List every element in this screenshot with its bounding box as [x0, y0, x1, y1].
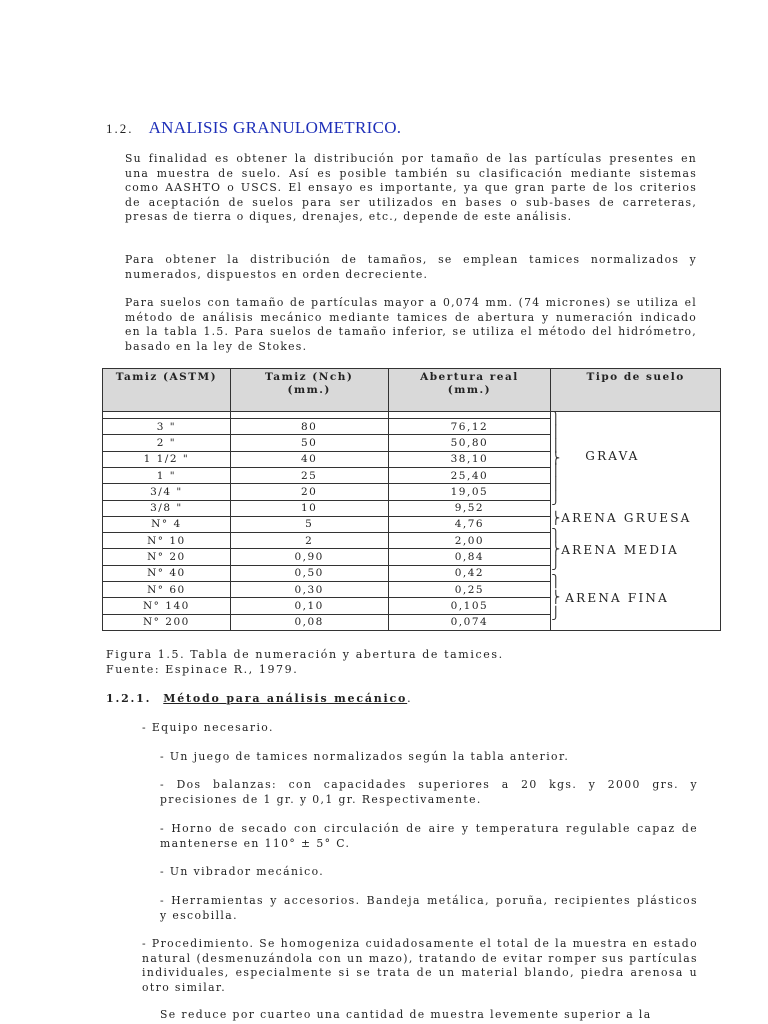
cell-nch: 5	[230, 516, 388, 532]
subsection-number: 1.2.1.	[106, 692, 152, 705]
cell-opening: 76,12	[388, 419, 551, 435]
cell-astm: N° 10	[103, 533, 231, 549]
cell-opening: 2,00	[388, 533, 551, 549]
cell-astm: N° 140	[103, 598, 231, 614]
figure-source: Fuente: Espinace R., 1979.	[106, 663, 299, 676]
cell-opening: 0,074	[388, 614, 551, 630]
cell-astm: 1 "	[103, 467, 231, 483]
equipment-item: - Horno de secado con circulación de aire y temperatura regulable capaz de mantenerse en 110° ± 5° C.	[160, 822, 698, 850]
cell-opening: 0,105	[388, 598, 551, 614]
soil-type-grava: GRAVA	[585, 449, 640, 463]
cell-nch: 0,30	[230, 582, 388, 598]
soil-type-arena-gruesa: ARENA GRUESA	[561, 511, 692, 525]
cell-astm: N° 40	[103, 565, 231, 581]
header-nch: Tamiz (Nch) (mm.)	[230, 369, 388, 412]
paragraph-sieves: Para obtener la distribución de tamaños, se emplean tamices normalizados y numerados, dispuestos en orden decreciente.	[125, 253, 697, 281]
cell-opening: 25,40	[388, 467, 551, 483]
section-title: ANALISIS GRANULOMETRICO.	[148, 118, 402, 137]
soil-type-arena-media: ARENA MEDIA	[561, 543, 679, 557]
cell-astm: N° 60	[103, 582, 231, 598]
table-header-row	[103, 369, 721, 412]
paragraph-purpose: Su finalidad es obtener la distribución por tamaño de las partículas presentes en una muestra de suelo. Así es posible también su clasificación mediante sistemas como AASHTO o USCS. El ensayo es importante, ya que gran parte de los criterios de aceptación de suelos para ser utilizados en bases o sub-bases de carreteras, presas de tierra o diques, drenajes, etc., depende de este análisis.	[125, 152, 697, 224]
cell-opening: 4,76	[388, 516, 551, 532]
equipment-intro: - Equipo necesario.	[142, 721, 274, 734]
cell-nch: 0,10	[230, 598, 388, 614]
equipment-item: - Herramientas y accesorios. Bandeja metálica, poruña, recipientes plásticos y escobilla.	[160, 894, 698, 922]
header-opening: Abertura real (mm.)	[388, 369, 551, 412]
procedure-continuation: Se reduce por cuarteo una cantidad de muestra levemente superior a la	[160, 1008, 652, 1021]
paragraph-method: Para suelos con tamaño de partículas mayor a 0,074 mm. (74 micrones) se utiliza el método de análisis mecánico mediante tamices de abertura y numeración indicado en la tabla 1.5. Para suelos de tamaño inferior, se utiliza el método del hidrómetro, basado en la ley de Stokes.	[125, 296, 697, 353]
equipment-item: - Un juego de tamices normalizados según la tabla anterior.	[160, 750, 570, 763]
cell-nch: 25	[230, 467, 388, 483]
cell-nch: 0,90	[230, 549, 388, 565]
cell-nch: 50	[230, 435, 388, 451]
sieve-table	[102, 368, 721, 631]
cell-opening: 50,80	[388, 435, 551, 451]
cell-nch: 20	[230, 484, 388, 500]
section-heading	[106, 118, 401, 138]
cell-astm: 3 "	[103, 419, 231, 435]
header-soil-type: Tipo de suelo	[551, 369, 721, 412]
subsection-title: Método para análisis mecánico	[163, 692, 408, 705]
subsection-period: .	[407, 692, 413, 705]
cell-astm: N° 20	[103, 549, 231, 565]
cell-astm: 3/8 "	[103, 500, 231, 516]
cell-opening: 9,52	[388, 500, 551, 516]
soil-type-cell: ⎫ ⎪ ⎪ ⎬ ⎪ ⎪ ⎭ GRAVA ⎬ ARENA GRUESA ⎫ ⎬ ⎭ ARENA MEDIA ⎫ ⎬ ⎭ ARENA FINA	[551, 412, 721, 631]
cell-nch: 40	[230, 451, 388, 467]
header-astm: Tamiz (ASTM)	[103, 369, 231, 412]
cell-nch: 80	[230, 419, 388, 435]
cell-astm: 2 "	[103, 435, 231, 451]
cell-astm: 3/4 "	[103, 484, 231, 500]
cell-nch: 10	[230, 500, 388, 516]
cell-opening: 0,25	[388, 582, 551, 598]
equipment-item: - Un vibrador mecánico.	[160, 865, 325, 878]
cell-opening: 0,42	[388, 565, 551, 581]
cell-astm: N° 4	[103, 516, 231, 532]
procedure-paragraph: - Procedimiento. Se homogeniza cuidadosamente el total de la muestra en estado natural (desmenuzándola con un mazo), tratando de evitar romper sus partículas individuales, especialmente si se trata de un material blando, piedra arenosa u otro similar.	[142, 937, 698, 994]
equipment-item: - Dos balanzas: con capacidades superiores a 20 kgs. y 2000 grs. y precisiones de 1 gr. y 0,1 gr. Respectivamente.	[160, 778, 698, 806]
cell-opening: 38,10	[388, 451, 551, 467]
cell-astm: 1 1/2 "	[103, 451, 231, 467]
figure-caption: Figura 1.5. Tabla de numeración y abertura de tamices.	[106, 648, 504, 661]
cell-astm: N° 200	[103, 614, 231, 630]
cell-nch: 0,50	[230, 565, 388, 581]
cell-nch: 0,08	[230, 614, 388, 630]
cell-opening: 19,05	[388, 484, 551, 500]
soil-type-arena-fina: ARENA FINA	[565, 591, 669, 605]
cell-opening: 0,84	[388, 549, 551, 565]
table-spacer-row	[103, 412, 721, 419]
cell-nch: 2	[230, 533, 388, 549]
subsection-heading	[106, 692, 412, 705]
section-number: 1.2.	[106, 121, 134, 136]
